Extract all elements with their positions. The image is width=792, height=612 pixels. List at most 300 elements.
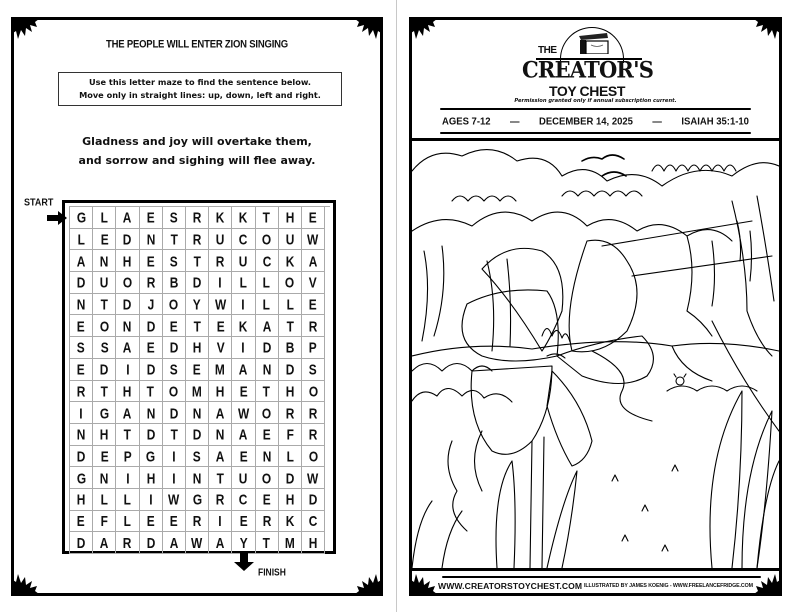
maze-letter: L [77,230,85,248]
maze-letter: Y [193,295,202,313]
maze-letter: R [123,534,132,552]
maze-cell [93,315,116,337]
maze-cell [302,229,325,251]
maze-letter: L [100,490,108,508]
maze-cell [163,250,186,272]
maze-cell [70,402,93,424]
maze-cell [116,250,139,272]
maze-cell [232,272,255,294]
maze-letter: S [308,360,317,378]
maze-cell [302,402,325,424]
maze-letter: D [76,274,86,291]
maze-cell [186,446,209,468]
maze-letter: R [192,512,202,530]
maze-cell [256,315,279,337]
maze-cell [302,294,325,316]
footer [438,579,753,593]
maze-cell [163,359,186,381]
maze-letter: A [215,404,225,421]
maze-letter: T [262,208,271,226]
maze-letter: G [192,490,202,508]
maze-cell [93,381,116,403]
leaf-corner-icon [754,19,780,45]
verse-text [14,132,380,170]
maze-letter: E [239,447,248,465]
creators-toy-chest-logo [522,27,652,107]
logo-the: THE [538,45,557,56]
maze-letter: E [146,512,155,530]
maze-cell [93,337,116,359]
info-rule [440,108,751,110]
maze-cell [232,511,255,533]
maze-cell [256,532,279,554]
maze-letter: H [146,469,155,486]
maze-cell [93,250,116,272]
lesson-date: DECEMBER 14, 2025 [538,114,633,128]
maze-cell [186,294,209,316]
maze-letter: D [76,534,86,552]
maze-letter: H [99,425,109,443]
maze-cell [279,511,302,533]
maze-cell [256,489,279,511]
maze-cell [93,294,116,316]
maze-letter: E [169,512,178,530]
maze-cell [140,511,163,533]
maze-cell [256,381,279,403]
maze-letter: O [99,317,109,335]
maze-letter: E [262,490,271,508]
maze-cell [163,446,186,468]
maze-cell [186,250,209,272]
maze-letter: H [192,339,202,356]
maze-cell [163,467,186,489]
maze-cell [70,207,93,229]
maze-cell [116,532,139,554]
coloring-page [409,17,782,596]
maze-cell [93,467,116,489]
maze-cell [279,294,302,316]
maze-letter: T [100,295,108,313]
maze-letter: D [146,534,155,552]
maze-letter: D [192,425,202,443]
maze-cell [302,511,325,533]
maze-letter: O [285,274,295,291]
maze-letter: R [192,230,202,248]
maze-cell [279,381,302,403]
maze-letter: R [308,404,318,421]
maze-letter: W [307,469,319,486]
leaf-corner-icon [13,568,39,594]
maze-cell [256,424,279,446]
maze-cell [186,532,209,554]
leaf-corner-icon [754,568,780,594]
separator: — [652,114,662,128]
maze-letter: D [123,230,132,248]
maze-letter: R [285,404,295,421]
maze-letter: V [216,339,225,356]
maze-cell [302,424,325,446]
maze-letter: L [123,490,132,508]
maze-cell [93,207,116,229]
maze-letter: I [172,447,176,465]
maze-cell [93,446,116,468]
permission-note: Permission granted only if annual subscription current. [514,98,677,104]
maze-cell [93,489,116,511]
leaf-corner-icon [355,568,381,594]
maze-letter: N [123,317,132,335]
maze-letter: L [262,274,271,291]
maze-cell [93,532,116,554]
maze-letter: N [215,425,225,443]
maze-letter: N [99,469,109,486]
start-label: START [24,196,54,208]
maze-cell [279,315,302,337]
maze-letter: R [76,382,86,400]
maze-letter: E [262,425,271,443]
maze-letter: A [169,534,179,552]
maze-cell [163,424,186,446]
instructions-line: Use this letter maze to find the sentence below. [89,77,311,87]
maze-letter: F [100,512,108,530]
maze-cell [140,489,163,511]
footer-rule [442,576,761,578]
illustrator-credit: ILLUSTRATED BY JAMES KOENIG - WWW.FREELANCEFRIDGE.COM [583,583,753,589]
maze-letter: H [76,490,86,508]
maze-letter: N [146,404,155,421]
maze-cell [209,424,232,446]
maze-cell [186,272,209,294]
maze-letter: H [215,382,225,400]
maze-letter: O [261,469,272,486]
maze-cell [70,424,93,446]
maze-letter: G [76,469,86,486]
maze-cell [209,250,232,272]
maze-letter: E [77,360,86,378]
maze-cell [70,315,93,337]
maze-letter: D [285,469,295,486]
maze-cell [209,272,232,294]
maze-cell [93,424,116,446]
maze-letter: O [261,230,272,248]
maze-cell [70,359,93,381]
maze-cell [302,250,325,272]
maze-cell [93,511,116,533]
maze-cell [256,446,279,468]
maze-letter: U [215,230,225,248]
maze-letter: N [262,360,271,378]
maze-cell [232,337,255,359]
maze-cell [186,359,209,381]
maze-cell [186,381,209,403]
maze-cell [70,294,93,316]
maze-cell [302,532,325,554]
maze-cell [209,532,232,554]
maze-letter: D [123,295,132,313]
maze-letter: N [76,295,86,313]
maze-cell [140,337,163,359]
maze-cell [232,402,255,424]
maze-letter: N [192,469,202,486]
maze-letter: A [308,252,318,270]
maze-letter: E [308,208,317,226]
maze-letter: G [99,404,109,421]
maze-cell [256,250,279,272]
maze-cell [256,207,279,229]
toy-chest-icon [577,32,611,54]
maze-letter: A [76,252,86,270]
maze-cell [93,272,116,294]
letter-maze [62,200,336,554]
maze-letter: W [214,295,226,313]
maze-cell [116,272,139,294]
maze-cell [93,359,116,381]
maze-letter: H [285,382,295,400]
maze-cell [70,446,93,468]
maze-letter: G [146,447,156,465]
maze-letter: I [241,295,246,313]
maze-letter: M [192,382,202,400]
maze-letter: K [239,317,248,335]
maze-letter: T [286,317,294,335]
maze-letter: A [262,317,271,335]
maze-cell [256,359,279,381]
maze-cell [163,315,186,337]
maze-cell [70,229,93,251]
maze-cell [186,229,209,251]
maze-cell [140,532,163,554]
maze-cell [279,250,302,272]
maze-cell [140,402,163,424]
maze-letter: I [148,490,153,508]
maze-cell [209,359,232,381]
maze-letter: R [308,317,318,335]
maze-cell [186,511,209,533]
maze-letter: S [169,252,178,270]
logo-creators: CREATOR'S [522,56,654,83]
maze-letter: P [123,447,132,465]
maze-letter: K [285,512,295,530]
maze-letter: H [123,382,132,400]
maze-cell [302,359,325,381]
maze-cell [209,467,232,489]
maze-cell [209,446,232,468]
maze-letter: O [169,382,179,400]
maze-cell [302,337,325,359]
maze-cell [140,272,163,294]
maze-cell [116,207,139,229]
maze-cell [302,315,325,337]
maze-cell [232,294,255,316]
maze-cell [256,402,279,424]
maze-cell [163,337,186,359]
maze-letter: H [285,208,295,226]
maze-letter: R [215,490,225,508]
maze-cell [70,337,93,359]
maze-letter: A [123,208,132,226]
maze-letter: N [262,447,271,465]
maze-letter: K [215,208,225,226]
verse-line: Gladness and joy will overtake them, [82,135,312,148]
page-divider [396,0,397,612]
maze-cell [232,446,255,468]
maze-letter: T [262,382,271,400]
maze-letter: N [146,230,155,248]
maze-cell [140,315,163,337]
maze-letter: D [308,490,318,508]
maze-letter: D [146,425,155,443]
maze-letter: W [168,490,180,508]
maze-letter: L [262,295,271,313]
maze-cell [302,272,325,294]
maze-letter: I [79,404,83,421]
info-rule [440,132,751,134]
maze-letter: T [193,252,201,270]
maze-letter: E [239,382,248,400]
maze-cell [279,532,302,554]
maze-cell [140,359,163,381]
maze-cell [279,337,302,359]
maze-letter: I [125,360,130,378]
maze-cell [186,424,209,446]
maze-letter: E [100,230,109,248]
maze-cell [93,229,116,251]
maze-letter: P [308,339,317,356]
maze-cell [279,229,302,251]
maze-cell [279,467,302,489]
maze-letter: H [123,252,132,270]
maze-letter: A [123,339,132,356]
maze-cell [140,446,163,468]
maze-cell [232,207,255,229]
maze-cell [256,272,279,294]
maze-letter: F [286,425,294,443]
maze-letter: C [262,252,271,270]
maze-letter: O [122,274,133,291]
maze-letter: R [262,512,271,530]
maze-letter: D [146,317,155,335]
logo-toy-chest: TOY CHEST [548,83,625,99]
maze-letter: N [192,404,202,421]
maze-letter: D [169,404,179,421]
maze-cell [232,359,255,381]
maze-cell [186,402,209,424]
maze-cell [116,402,139,424]
leaf-corner-icon [411,568,437,594]
maze-letter: M [215,360,226,378]
maze-letter: T [193,317,201,335]
maze-letter: S [169,208,178,226]
arrow-down-icon [234,553,254,571]
maze-cell [116,511,139,533]
maze-letter: L [286,295,294,313]
maze-cell [140,381,163,403]
maze-cell [209,511,232,533]
maze-letter: T [123,425,132,443]
maze-cell [209,381,232,403]
maze-cell [186,337,209,359]
maze-grid [69,206,330,554]
maze-letter: B [169,274,179,291]
maze-letter: I [172,469,176,486]
leaf-corner-icon [411,19,437,45]
maze-letter: O [308,382,318,400]
maze-letter: T [216,469,224,486]
maze-letter: E [77,317,86,335]
maze-letter: O [169,295,179,313]
maze-cell [232,467,255,489]
maze-letter: C [239,490,248,508]
maze-cell [116,229,139,251]
maze-letter: D [146,360,155,378]
maze-letter: S [77,339,86,356]
maze-letter: A [239,425,248,443]
maze-cell [116,424,139,446]
maze-letter: E [100,447,109,465]
maze-cell [209,229,232,251]
maze-letter: G [76,208,86,226]
maze-letter: M [284,534,295,552]
maze-cell [163,511,186,533]
instructions-box [58,72,342,106]
maze-letter: C [308,512,318,530]
maze-letter: O [261,404,272,421]
maze-letter: E [146,252,155,270]
maze-cell [186,315,209,337]
maze-cell [70,511,93,533]
maze-letter: L [286,447,294,465]
maze-letter: E [169,317,178,335]
website-link[interactable]: WWW.CREATORSTOYCHEST.COM [438,581,583,591]
maze-letter: N [99,252,109,270]
maze-letter: A [99,534,109,552]
maze-letter: R [215,252,225,270]
maze-letter: E [308,295,317,313]
maze-letter: L [123,512,132,530]
maze-letter: D [169,339,179,356]
letter-maze-page [11,17,383,596]
maze-letter: I [218,512,222,530]
maze-cell [209,207,232,229]
maze-letter: T [147,382,155,400]
maze-cell [302,446,325,468]
maze-cell [209,402,232,424]
maze-letter: J [147,295,154,313]
lily-forest-illustration [412,138,779,571]
maze-letter: D [99,360,109,378]
maze-cell [209,294,232,316]
maze-letter: E [77,512,86,530]
maze-letter: E [216,317,225,335]
maze-cell [232,315,255,337]
maze-cell [163,532,186,554]
maze-cell [279,402,302,424]
maze-letter: R [308,425,318,443]
maze-cell [279,424,302,446]
maze-cell [279,446,302,468]
maze-cell [140,294,163,316]
maze-cell [209,315,232,337]
maze-letter: U [239,252,248,270]
maze-cell [186,489,209,511]
maze-letter: T [170,425,178,443]
maze-cell [256,467,279,489]
maze-cell [116,315,139,337]
maze-letter: U [99,274,109,291]
maze-letter: T [262,534,271,552]
maze-cell [186,207,209,229]
maze-cell [140,250,163,272]
maze-cell [302,381,325,403]
